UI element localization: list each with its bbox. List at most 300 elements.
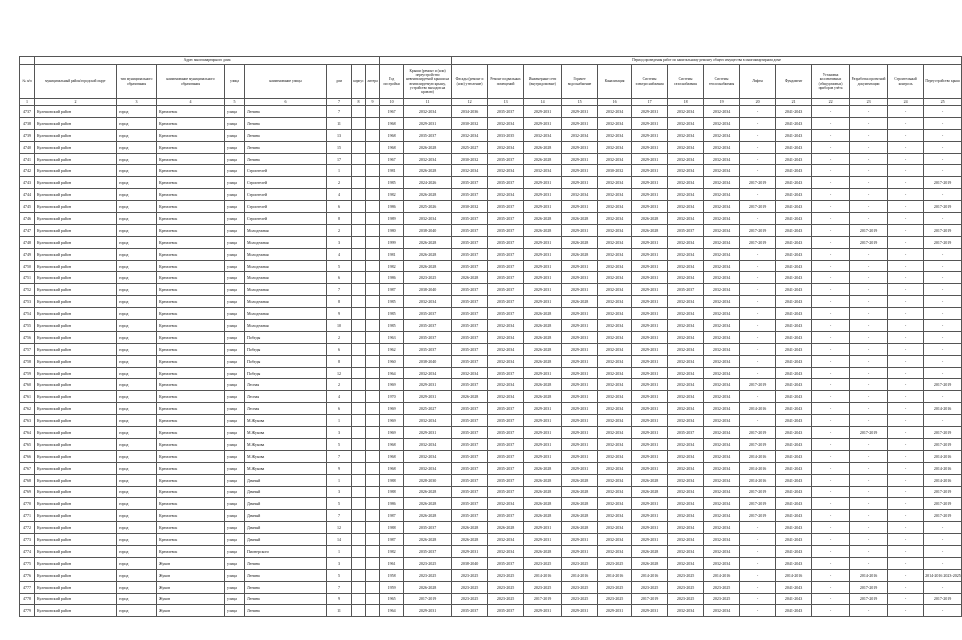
table-cell: 2023-2025 <box>668 569 704 581</box>
table-cell: улица <box>225 213 245 225</box>
table-cell: 2032-2034 <box>668 557 704 569</box>
table-cell: - <box>812 581 850 593</box>
table-cell: Молодежная <box>245 320 327 332</box>
table-cell: город <box>117 189 157 201</box>
table-cell: 1980 <box>380 224 404 236</box>
table-cell: - <box>740 593 776 605</box>
table-cell: улица <box>225 391 245 403</box>
table-cell: 2026-2028 <box>562 213 598 225</box>
table-cell: Кремлевск <box>157 403 225 415</box>
table-cell <box>366 117 380 129</box>
table-cell: - <box>924 534 962 546</box>
table-cell: 15 <box>327 141 352 153</box>
table-cell: 14 <box>327 534 352 546</box>
header-cell: литера <box>366 65 380 99</box>
table-cell: - <box>850 153 888 165</box>
table-cell: 2026-2028 <box>524 474 562 486</box>
table-cell: 2041-2043 <box>776 224 812 236</box>
table-cell: 2029-2031 <box>524 522 562 534</box>
table-cell: 2032-2034 <box>598 391 632 403</box>
table-cell: 2023-2025 <box>668 581 704 593</box>
table-cell: 2032-2034 <box>668 605 704 617</box>
column-number-cell: 18 <box>668 99 704 106</box>
table-cell: 2035-2037 <box>488 510 524 522</box>
table-cell: 2023-2025 <box>524 581 562 593</box>
table-cell <box>366 284 380 296</box>
table-cell: - <box>924 331 962 343</box>
table-cell: - <box>888 474 924 486</box>
table-cell: 3 <box>327 486 352 498</box>
table-cell: 2035-2037 <box>452 605 488 617</box>
table-cell: 2035-2037 <box>452 474 488 486</box>
table-cell: 2023-2025 <box>704 593 740 605</box>
table-cell: город <box>117 427 157 439</box>
table-cell: улица <box>225 450 245 462</box>
table-cell: 2026-2028 <box>562 474 598 486</box>
table-cell: 2041-2043 <box>776 391 812 403</box>
table-cell: 2017-2019 <box>850 427 888 439</box>
table-cell: 2032-2034 <box>404 106 452 118</box>
table-cell: Ленина <box>245 593 327 605</box>
table-row <box>20 569 962 581</box>
table-cell: 2032-2034 <box>598 379 632 391</box>
table-cell: 1968 <box>380 462 404 474</box>
table-cell: город <box>117 213 157 225</box>
table-cell: - <box>812 415 850 427</box>
table-cell: 2035-2037 <box>488 248 524 260</box>
table-cell: - <box>812 593 850 605</box>
table-cell: Кремлевск <box>157 260 225 272</box>
table-cell: - <box>888 308 924 320</box>
table-cell: 2032-2034 <box>704 260 740 272</box>
column-number-cell: 15 <box>562 99 598 106</box>
table-cell: 2032-2034 <box>668 177 704 189</box>
table-cell: 2035-2037 <box>452 248 488 260</box>
table-cell: 1967 <box>380 106 404 118</box>
table-cell: - <box>924 117 962 129</box>
table-cell: 4770 <box>20 498 35 510</box>
table-cell: 2026-2028 <box>562 296 598 308</box>
column-number-cell: 20 <box>740 99 776 106</box>
table-cell: город <box>117 355 157 367</box>
table-cell: 2029-2031 <box>632 141 668 153</box>
table-cell: - <box>740 415 776 427</box>
table-cell: Ленина <box>245 605 327 617</box>
table-cell: Кулешовский район <box>35 510 117 522</box>
table-cell <box>352 486 366 498</box>
table-cell: Строителей <box>245 165 327 177</box>
table-cell: - <box>888 534 924 546</box>
table-cell: - <box>850 403 888 415</box>
table-cell <box>352 260 366 272</box>
table-cell: Кулешовский район <box>35 486 117 498</box>
table-cell: Кулешовский район <box>35 308 117 320</box>
table-cell: 2032-2034 <box>598 224 632 236</box>
column-number-cell: 22 <box>812 99 850 106</box>
table-cell: - <box>812 427 850 439</box>
table-cell: Молодежная <box>245 308 327 320</box>
table-row <box>20 593 962 605</box>
table-cell: Кремлевск <box>157 224 225 236</box>
table-cell: 2038-2040 <box>404 355 452 367</box>
table-cell: Кремлевск <box>157 308 225 320</box>
table-cell: - <box>924 355 962 367</box>
table-cell: Кулешовский район <box>35 236 117 248</box>
table-cell: 2032-2034 <box>668 153 704 165</box>
table-cell <box>352 320 366 332</box>
table-cell: 2032-2034 <box>404 213 452 225</box>
table-cell: Ленина <box>245 569 327 581</box>
table-cell: 2035-2037 <box>488 201 524 213</box>
table-cell: 2035-2037 <box>452 355 488 367</box>
table-cell: Кремлевск <box>157 462 225 474</box>
table-cell: - <box>812 379 850 391</box>
table-cell: город <box>117 569 157 581</box>
table-cell: - <box>812 320 850 332</box>
table-cell: 6 <box>327 201 352 213</box>
table-cell: Кулешовский район <box>35 403 117 415</box>
table-cell: 2041-2043 <box>776 153 812 165</box>
table-cell: - <box>924 106 962 118</box>
column-number-cell: 2 <box>35 99 117 106</box>
table-cell: 2032-2034 <box>598 355 632 367</box>
table-cell: город <box>117 557 157 569</box>
table-cell: 1970 <box>380 391 404 403</box>
table-cell: улица <box>225 534 245 546</box>
table-cell: 1969 <box>380 403 404 415</box>
table-cell: 2032-2034 <box>488 379 524 391</box>
table-cell <box>366 415 380 427</box>
table-cell <box>366 403 380 415</box>
table-cell: Ленина <box>245 581 327 593</box>
table-cell: - <box>850 165 888 177</box>
table-cell: 2035-2037 <box>452 331 488 343</box>
table-cell: 3 <box>327 427 352 439</box>
column-number-cell: 1 <box>20 99 35 106</box>
table-cell <box>352 224 366 236</box>
table-cell: город <box>117 201 157 213</box>
table-cell: 2041-2043 <box>776 213 812 225</box>
table-cell: Жуков <box>157 593 225 605</box>
table-cell: 2032-2034 <box>562 189 598 201</box>
header-cell: № п/п <box>20 65 35 99</box>
table-cell: 2032-2034 <box>704 106 740 118</box>
table-cell: 2029-2031 <box>632 605 668 617</box>
table-cell: 2029-2031 <box>632 438 668 450</box>
table-cell <box>352 236 366 248</box>
table-cell: 2029-2031 <box>562 403 598 415</box>
table-cell: 2017-2019 <box>404 593 452 605</box>
table-cell: - <box>850 213 888 225</box>
table-cell: Кремлевск <box>157 153 225 165</box>
table-cell: - <box>850 391 888 403</box>
table-cell: город <box>117 522 157 534</box>
table-cell: 2029-2031 <box>562 141 598 153</box>
table-cell: город <box>117 534 157 546</box>
table-cell: Кремлевск <box>157 296 225 308</box>
table-cell: 2026-2028 <box>632 474 668 486</box>
table-cell: 2032-2034 <box>668 355 704 367</box>
table-cell: 2023-2025 <box>488 569 524 581</box>
table-cell: 4768 <box>20 474 35 486</box>
table-cell: Кулешовский район <box>35 534 117 546</box>
table-cell: 2032-2034 <box>704 320 740 332</box>
table-cell: 2017-2019 <box>924 498 962 510</box>
table-cell: 2032-2034 <box>668 379 704 391</box>
table-cell: 9 <box>327 593 352 605</box>
table-cell: 2029-2031 <box>632 153 668 165</box>
table-cell: 5 <box>327 498 352 510</box>
table-cell <box>352 201 366 213</box>
table-cell: 2032-2034 <box>704 498 740 510</box>
table-cell: город <box>117 224 157 236</box>
table-cell: - <box>850 367 888 379</box>
table-cell: Кулешовский район <box>35 129 117 141</box>
table-cell: 4744 <box>20 189 35 201</box>
table-cell: улица <box>225 379 245 391</box>
table-cell: 2017-2019 <box>924 224 962 236</box>
header-cell: Год постройки <box>380 65 404 99</box>
table-cell: 2029-2031 <box>404 605 452 617</box>
table-cell: 2026-2028 <box>632 557 668 569</box>
table-cell: Кремлевск <box>157 355 225 367</box>
table-cell: - <box>888 296 924 308</box>
table-cell: 6 <box>327 272 352 284</box>
header-cell: Разработка проектной документации <box>850 65 888 99</box>
table-cell: город <box>117 272 157 284</box>
table-cell: 1982 <box>380 260 404 272</box>
table-cell: 2029-2031 <box>562 427 598 439</box>
table-cell: 2035-2037 <box>404 522 452 534</box>
table-cell: 4764 <box>20 427 35 439</box>
table-cell: 2032-2034 <box>598 153 632 165</box>
table-cell: 2032-2034 <box>598 498 632 510</box>
table-cell <box>352 106 366 118</box>
table-cell: 2017-2019 <box>740 498 776 510</box>
table-cell: 2032-2034 <box>668 522 704 534</box>
table-cell: 2029-2031 <box>524 236 562 248</box>
table-cell: 2041-2043 <box>776 462 812 474</box>
table-cell: 2026-2028 <box>524 224 562 236</box>
table-cell <box>366 189 380 201</box>
table-cell: Кулешовский район <box>35 153 117 165</box>
table-cell <box>352 189 366 201</box>
table-cell: 5 <box>327 438 352 450</box>
table-cell: 1969 <box>380 427 404 439</box>
table-cell: город <box>117 450 157 462</box>
table-cell: Кулешовский район <box>35 224 117 236</box>
table-cell: 2029-2031 <box>632 331 668 343</box>
table-cell: - <box>740 153 776 165</box>
table-cell: 1968 <box>380 141 404 153</box>
table-row <box>20 450 962 462</box>
table-cell: город <box>117 296 157 308</box>
table-cell: 4749 <box>20 248 35 260</box>
table-cell: 2032-2034 <box>404 450 452 462</box>
table-cell: 1981 <box>380 248 404 260</box>
table-cell: Кремлевск <box>157 201 225 213</box>
table-cell: - <box>850 129 888 141</box>
table-cell: улица <box>225 248 245 260</box>
table-cell: 2026-2028 <box>562 486 598 498</box>
table-cell: - <box>812 308 850 320</box>
table-cell: 2041-2043 <box>776 141 812 153</box>
table-cell: 2032-2034 <box>668 462 704 474</box>
column-number-cell: 14 <box>524 99 562 106</box>
table-cell: М.Жукова <box>245 438 327 450</box>
header-cell: улица <box>225 65 245 99</box>
table-cell: 2032-2034 <box>598 141 632 153</box>
table-cell: 2014-2016 <box>924 474 962 486</box>
table-cell: 2041-2043 <box>776 236 812 248</box>
table-cell: Кулешовский район <box>35 189 117 201</box>
table-cell: город <box>117 331 157 343</box>
table-cell: Победы <box>245 355 327 367</box>
table-cell <box>352 165 366 177</box>
table-cell: - <box>924 308 962 320</box>
table-cell: Кулешовский район <box>35 284 117 296</box>
table-cell: - <box>850 605 888 617</box>
table-cell: город <box>117 260 157 272</box>
table-cell: - <box>850 534 888 546</box>
table-cell: 2023-2025 <box>404 272 452 284</box>
column-number-cell: 7 <box>327 99 352 106</box>
table-cell: улица <box>225 545 245 557</box>
table-cell: 2017-2019 <box>740 201 776 213</box>
table-row <box>20 343 962 355</box>
table-cell: - <box>888 260 924 272</box>
table-cell: 4762 <box>20 403 35 415</box>
table-cell: 2035-2037 <box>452 296 488 308</box>
table-cell: 2033-2035 <box>488 129 524 141</box>
table-cell: Жуков <box>157 569 225 581</box>
table-cell: Кулешовский район <box>35 117 117 129</box>
table-cell: 2032-2034 <box>668 272 704 284</box>
table-cell: 2032-2034 <box>704 355 740 367</box>
table-cell: 2029-2031 <box>632 510 668 522</box>
table-cell: 2017-2019 <box>740 224 776 236</box>
header-group-works: Период проведения работ по капитальному ремонту общего имущества в многоквартирном доме <box>452 57 962 65</box>
table-cell: 1969 <box>380 415 404 427</box>
table-cell: улица <box>225 320 245 332</box>
table-cell: Кремлевск <box>157 427 225 439</box>
table-cell: улица <box>225 141 245 153</box>
table-cell: 5 <box>327 569 352 581</box>
table-cell: 2029-2031 <box>562 450 598 462</box>
table-cell: - <box>888 320 924 332</box>
table-cell: 1 <box>327 474 352 486</box>
table-cell: - <box>812 569 850 581</box>
table-cell: 2029-2031 <box>632 177 668 189</box>
table-cell: 6 <box>327 343 352 355</box>
table-cell: 2029-2031 <box>632 355 668 367</box>
table-cell: Кулешовский район <box>35 498 117 510</box>
table-cell: 2035-2037 <box>452 498 488 510</box>
table-cell: улица <box>225 462 245 474</box>
table-cell: 4745 <box>20 201 35 213</box>
table-cell: 2026-2028 <box>452 272 488 284</box>
table-cell: 3 <box>327 557 352 569</box>
table-cell: - <box>850 189 888 201</box>
table-cell: 2029-2031 <box>524 534 562 546</box>
table-cell: 2030-2032 <box>452 153 488 165</box>
table-cell: 2029-2031 <box>562 438 598 450</box>
table-cell: М.Жукова <box>245 462 327 474</box>
table-cell <box>366 557 380 569</box>
table-cell: 1 <box>327 415 352 427</box>
table-cell: 2032-2034 <box>488 165 524 177</box>
table-cell: 2023-2025 <box>704 581 740 593</box>
table-cell: - <box>924 343 962 355</box>
table-cell: 2034-2036 <box>452 106 488 118</box>
table-cell: 1968 <box>380 450 404 462</box>
table-cell <box>366 427 380 439</box>
table-cell: улица <box>225 367 245 379</box>
table-cell: улица <box>225 427 245 439</box>
table-cell: 2029-2031 <box>562 272 598 284</box>
table-cell: 2032-2034 <box>704 165 740 177</box>
table-cell: 2032-2034 <box>668 498 704 510</box>
table-cell: 2041-2043 <box>776 510 812 522</box>
table-cell: - <box>812 403 850 415</box>
table-cell: 2032-2034 <box>488 545 524 557</box>
table-body <box>20 106 962 617</box>
table-cell: 4748 <box>20 236 35 248</box>
table-cell <box>352 177 366 189</box>
table-cell: - <box>850 117 888 129</box>
table-cell: - <box>740 320 776 332</box>
table-cell: 2038-2040 <box>452 557 488 569</box>
table-cell: 4767 <box>20 462 35 474</box>
table-row <box>20 462 962 474</box>
header-cell: Переустройство крыш <box>924 65 962 99</box>
table-cell: Кремлевск <box>157 343 225 355</box>
table-cell: 2029-2031 <box>562 284 598 296</box>
table-cell: Ленина <box>245 117 327 129</box>
table-cell <box>366 260 380 272</box>
table-cell: 2017-2019 <box>924 593 962 605</box>
table-cell: Кремлевск <box>157 177 225 189</box>
table-cell: 2014-2016 <box>632 569 668 581</box>
table-cell: улица <box>225 129 245 141</box>
table-cell: 2032-2034 <box>704 450 740 462</box>
table-cell: улица <box>225 415 245 427</box>
table-cell: 2023-2025 <box>562 581 598 593</box>
table-cell: 2032-2034 <box>598 534 632 546</box>
table-cell: - <box>812 557 850 569</box>
column-number-cell: 16 <box>598 99 632 106</box>
table-cell: улица <box>225 522 245 534</box>
table-cell: Кремлевск <box>157 141 225 153</box>
table-cell: 4777 <box>20 581 35 593</box>
table-cell: 2025-2027 <box>452 141 488 153</box>
table-cell: Кулешовский район <box>35 379 117 391</box>
table-cell: 2029-2031 <box>632 343 668 355</box>
table-cell: Молодежная <box>245 296 327 308</box>
table-cell <box>352 331 366 343</box>
table-cell: 2029-2031 <box>632 308 668 320</box>
table-cell: 2017-2019 <box>924 486 962 498</box>
table-cell: - <box>740 343 776 355</box>
table-cell: - <box>888 367 924 379</box>
table-cell: 2029-2031 <box>562 260 598 272</box>
table-cell: - <box>888 272 924 284</box>
table-cell <box>366 153 380 165</box>
table-cell: 2035-2037 <box>488 474 524 486</box>
table-cell: - <box>924 581 962 593</box>
table-cell <box>352 557 366 569</box>
table-cell: 2023-2025 <box>598 593 632 605</box>
